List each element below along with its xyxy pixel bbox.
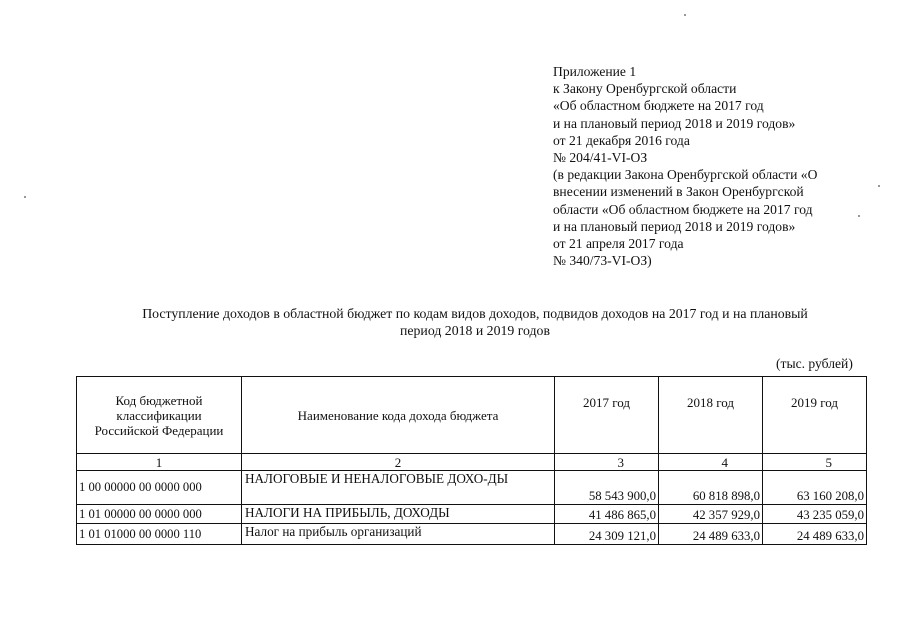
column-number: 3	[555, 454, 659, 471]
column-number-row	[77, 454, 867, 471]
row-value-2018: 42 357 929,0	[659, 505, 763, 524]
table-row	[77, 524, 867, 545]
row-value-2017: 58 543 900,0	[555, 471, 659, 505]
header-code-line: Российской Федерации	[94, 422, 224, 438]
column-number: 5	[763, 454, 867, 471]
appendix-line: № 204/41-VI-ОЗ	[553, 150, 648, 166]
appendix-line: (в редакции Закона Оренбургской области «О	[553, 167, 818, 183]
row-name: НАЛОГИ НА ПРИБЫЛЬ, ДОХОДЫ	[242, 505, 555, 524]
row-name: Налог на прибыль организаций	[242, 524, 555, 545]
table-header-row	[77, 377, 867, 454]
header-name: Наименование кода дохода бюджета	[242, 377, 555, 454]
document-title	[60, 305, 890, 339]
appendix-line: внесении изменений в Закон Оренбургской	[553, 184, 804, 200]
row-value-2017: 41 486 865,0	[555, 505, 659, 524]
appendix-line: № 340/73-VI-ОЗ)	[553, 253, 652, 269]
row-value-2019: 63 160 208,0	[763, 471, 867, 505]
column-number: 1	[77, 454, 242, 471]
scan-speck	[684, 14, 686, 16]
title-line-1: Поступление доходов в областной бюджет по кодам видов доходов, подвидов доходов на 2017 год и на плановый	[142, 306, 808, 321]
appendix-line: и на плановый период 2018 и 2019 годов»	[553, 218, 796, 234]
column-number: 2	[242, 454, 555, 471]
title-line-2: период 2018 и 2019 годов	[400, 323, 550, 338]
units-label: (тыс. рублей)	[776, 356, 853, 371]
header-2017: 2017 год	[555, 377, 659, 454]
appendix-line: области «Об областном бюджете на 2017 год	[553, 201, 813, 217]
row-code: 1 01 01000 00 0000 110	[77, 524, 242, 545]
header-2019: 2019 год	[763, 377, 867, 454]
row-code: 1 00 00000 00 0000 000	[77, 471, 242, 505]
header-code-line: Код бюджетной	[115, 392, 203, 408]
appendix-line: и на плановый период 2018 и 2019 годов»	[553, 115, 796, 131]
appendix-line: Приложение 1	[553, 64, 637, 79]
header-2018: 2018 год	[659, 377, 763, 454]
revenue-table	[76, 376, 867, 545]
row-value-2018: 24 489 633,0	[659, 524, 763, 545]
row-code: 1 01 00000 00 0000 000	[77, 505, 242, 524]
table-row	[77, 505, 867, 524]
appendix-line: «Об областном бюджете на 2017 год	[553, 98, 764, 114]
appendix-line: к Закону Оренбургской области	[553, 81, 737, 97]
scan-speck	[878, 185, 880, 187]
appendix-line: от 21 апреля 2017 года	[553, 236, 684, 252]
row-value-2019: 43 235 059,0	[763, 505, 867, 524]
row-value-2017: 24 309 121,0	[555, 524, 659, 545]
table-row	[77, 471, 867, 505]
appendix-header	[553, 63, 883, 269]
column-number: 4	[659, 454, 763, 471]
appendix-line: от 21 декабря 2016 года	[553, 132, 690, 148]
scan-speck	[24, 196, 26, 198]
header-code-line: классификации	[116, 407, 202, 423]
row-value-2018: 60 818 898,0	[659, 471, 763, 505]
scan-speck	[858, 215, 860, 217]
row-value-2019: 24 489 633,0	[763, 524, 867, 545]
row-name: НАЛОГОВЫЕ И НЕНАЛОГОВЫЕ ДОХО-ДЫ	[242, 471, 555, 505]
header-code	[77, 377, 242, 454]
